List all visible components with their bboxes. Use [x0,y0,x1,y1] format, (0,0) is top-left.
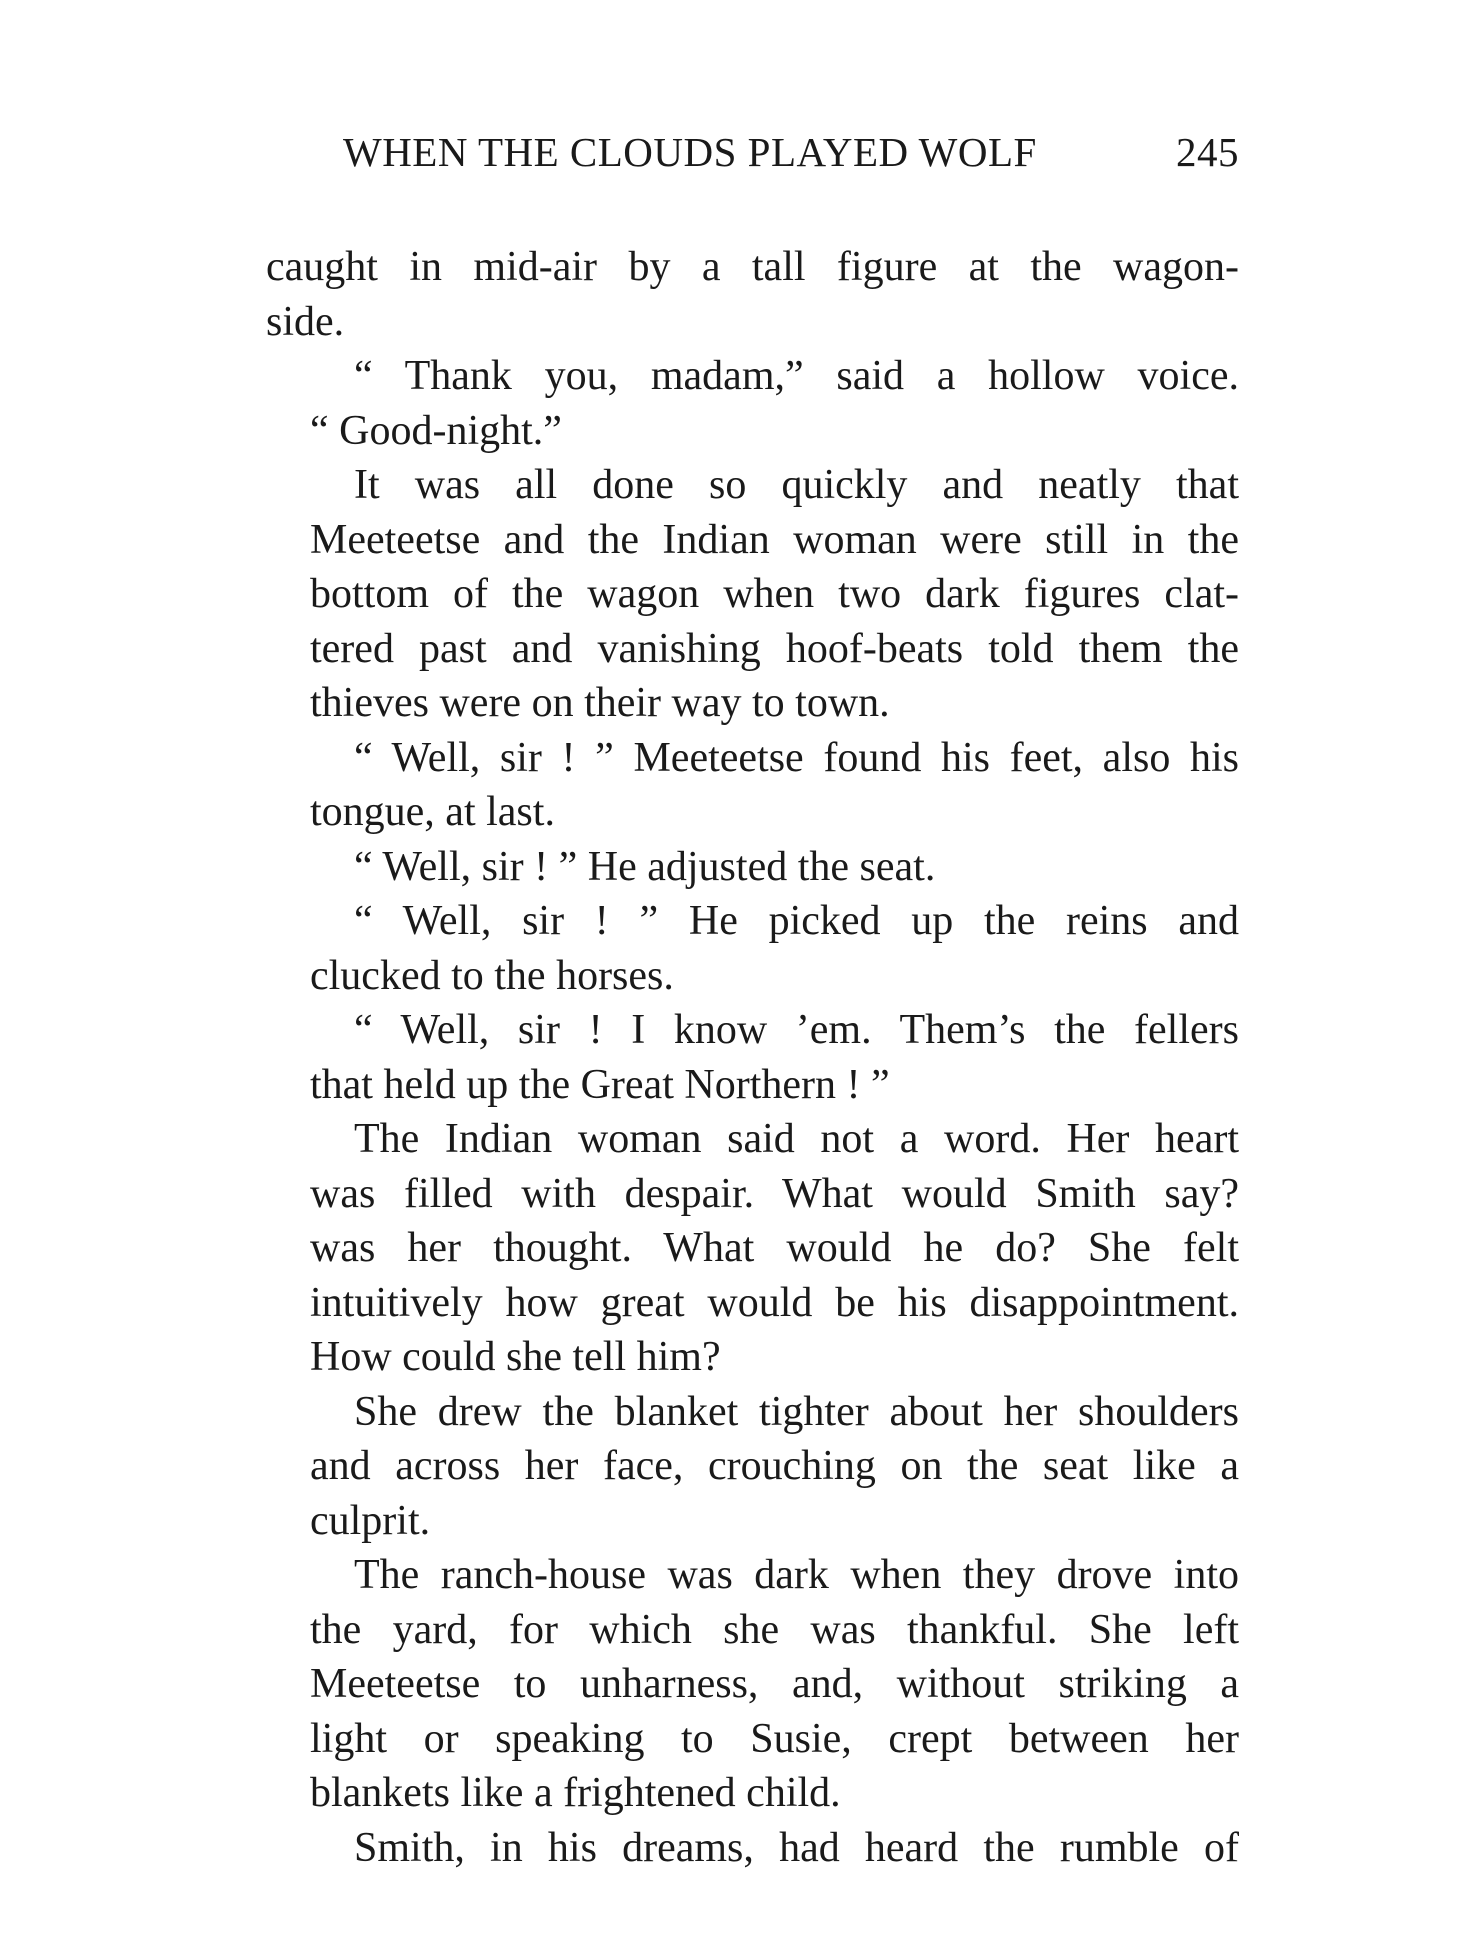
text-line: tongue, at last. [310,789,555,835]
text-line: blankets like a frightened child. [310,1770,841,1816]
text-line: was filled with despair. What would Smith say? [310,1170,1239,1217]
paragraph [266,1821,1239,1876]
text-line: Meeteetse to unharness, and, without striking a [310,1661,1239,1707]
text-line: Smith, in his dreams, had heard the rumble of [354,1824,1239,1871]
text-line: The Indian woman said not a word. Her heart [354,1116,1239,1162]
text-line: that held up the Great Northern ! ” [310,1061,890,1108]
text-line: culprit. [310,1497,431,1544]
text-line: light or speaking to Susie, crept between her [310,1715,1239,1762]
text-line: “ Well, sir ! ” He picked up the reins and [354,898,1239,944]
text-line: “ Well, sir ! I know ’em. Them’s the fellers [354,1007,1239,1053]
running-title: WHEN THE CLOUDS PLAYED WOLF [343,129,1037,175]
text-line: and across her face, crouching on the seat like a [310,1443,1239,1489]
paragraph [266,1385,1239,1549]
book-page [266,128,1239,1875]
paragraph [266,349,1239,458]
paragraph [266,894,1239,1003]
paragraph [266,1548,1239,1821]
paragraph [266,240,1239,349]
text-line: “ Thank you, madam,” said a hollow voice. [354,353,1239,399]
text-line: the yard, for which she was thankful. She left [310,1606,1239,1653]
text-line: “ Well, sir ! ” Meeteetse found his feet, also his [354,734,1239,781]
paragraph [266,1003,1239,1112]
paragraph [266,731,1239,840]
running-head [266,128,1239,184]
text-line: The ranch-house was dark when they drove into [354,1552,1239,1598]
text-line: tered past and vanishing hoof-beats told them the [310,625,1239,672]
text-line: “ Well, sir ! ” He adjusted the seat. [354,843,936,890]
paragraph [266,1112,1239,1385]
text-line: Meeteetse and the Indian woman were still in the [310,516,1239,563]
text-line: bottom of the wagon when two dark figures clat- [310,571,1239,617]
page-number: 245 [1176,129,1239,175]
text-line: side. [266,298,345,345]
text-line: was her thought. What would he do? She felt [310,1225,1239,1271]
text-line: thieves were on their way to town. [310,680,890,726]
paragraph [266,458,1239,731]
text-line: It was all done so quickly and neatly that [354,462,1239,508]
text-line: clucked to the horses. [310,952,674,999]
text-line: She drew the blanket tighter about her shoulders [354,1388,1239,1435]
text-line: “ Good-night.” [310,407,562,454]
body-text [266,240,1239,1875]
text-line: How could she tell him? [310,1334,721,1380]
paragraph [266,840,1239,895]
text-line: caught in mid-air by a tall figure at the wagon- [266,244,1239,290]
text-line: intuitively how great would be his disappointment. [310,1279,1239,1326]
